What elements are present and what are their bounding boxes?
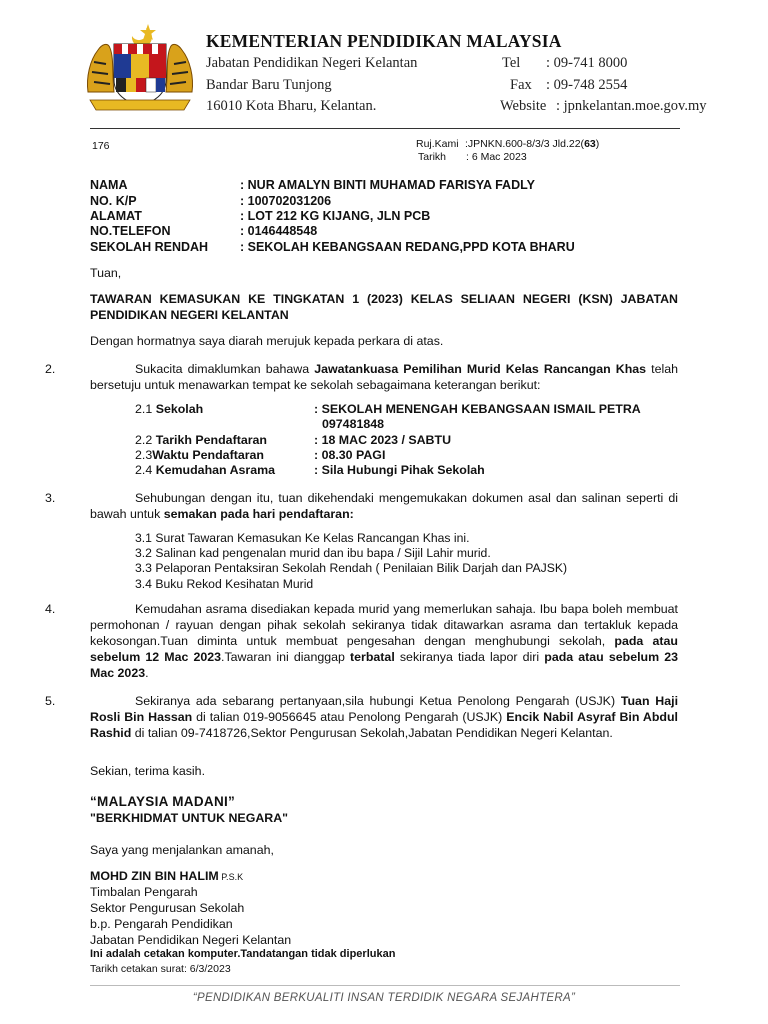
amanah-line: Saya yang menjalankan amanah, — [90, 843, 274, 857]
field-label-alamat: ALAMAT — [90, 209, 142, 223]
signer-sector: Sektor Pengurusan Sekolah — [90, 901, 245, 915]
detail-sekolah-label: 2.1 Sekolah — [135, 402, 204, 416]
reference-number: 176 — [92, 140, 110, 152]
field-label-kp: NO. K/P — [90, 194, 137, 208]
field-value-alamat: : LOT 212 KG KIJANG, JLN PCB — [240, 209, 431, 223]
detail-sekolah-value: : SEKOLAH MENENGAH KEBANGSAAN ISMAIL PETRA — [314, 402, 641, 416]
detail-tarikh-value: : 18 MAC 2023 / SABTU — [314, 433, 452, 447]
ruj-kami-label: Ruj.Kami — [416, 138, 459, 150]
detail-waktu-label: 2.3Waktu Pendaftaran — [135, 448, 264, 462]
detail-asrama-label: 2.4 Kemudahan Asrama — [135, 463, 276, 477]
signer-on-behalf: b.p. Pengarah Pendidikan — [90, 917, 233, 931]
paragraph-2: 2. Sukacita dimaklumkan bahawa Jawatankuasa Pemilihan Murid Kelas Rancangan Khas telah bersetuju untuk menawarkan tempat ke sekolah sebagaimana keterangan berikut: — [45, 362, 679, 392]
closing-remark: Sekian, terima kasih. — [90, 764, 206, 778]
paragraph-5: 5. Sekiranya ada sebarang pertanyaan,sila hubungi Ketua Penolong Pengarah (USJK) Tuan Haji Rosli Bin Hassan di talian 019-9056645 atau Penolong Pengarah (USJK) Encik Nabil Asyraf Bin Abdul Rashid di talian 09-7418726,Sektor Pengurusan Sekolah,Jabatan Pendidikan Negeri Kelantan. — [45, 694, 679, 740]
ministry-name: KEMENTERIAN PENDIDIKAN MALAYSIA — [206, 31, 562, 51]
ruj-kami-value: :JPNKN.600-8/3/3 Jld.22(63) — [465, 138, 600, 150]
signer-title: Timbalan Pengarah — [90, 885, 198, 899]
header-divider — [90, 128, 680, 129]
print-date: Tarikh cetakan surat: 6/3/2023 — [90, 963, 231, 975]
computer-print-note: Ini adalah cetakan komputer.Tandatangan tidak diperlukan — [90, 948, 396, 960]
slogan-berkhidmat: "BERKHIDMAT UNTUK NEGARA" — [90, 811, 289, 825]
fax-label: Fax — [510, 77, 532, 93]
list-item: 3.3 Pelaporan Pentaksiran Sekolah Rendah ( Penilaian Bilik Darjah dan PAJSK) — [135, 561, 568, 575]
detail-asrama-value: : Sila Hubungi Pihak Sekolah — [314, 463, 485, 477]
field-value-kp: : 100702031206 — [240, 194, 332, 208]
detail-sekolah-phone: 097481848 — [322, 417, 385, 431]
salutation: Tuan, — [90, 266, 122, 280]
fax-value: : 09-748 2554 — [546, 77, 628, 93]
paragraph-4-number: 4. — [45, 602, 56, 616]
footer-divider — [90, 985, 680, 986]
paragraph-3: 3. Sehubungan dengan itu, tuan dikehendaki mengemukakan dokumen asal dan salinan seperti di bawah untuk semakan pada hari pendaftaran: — [45, 491, 678, 521]
field-value-sekolah-rendah: : SEKOLAH KEBANGSAAN REDANG,PPD KOTA BHARU — [240, 240, 575, 254]
address-town: Bandar Baru Tunjong — [206, 77, 332, 93]
website-value: : jpnkelantan.moe.gov.my — [556, 98, 707, 114]
intro-paragraph: Dengan hormatnya saya diarah merujuk kepada perkara di atas. — [90, 334, 444, 348]
website-label: Website — [500, 98, 547, 114]
field-value-telefon: : 0146448548 — [240, 224, 318, 238]
paragraph-3-number: 3. — [45, 491, 56, 505]
paragraph-5-number: 5. — [45, 694, 56, 708]
date-label: Tarikh — [418, 151, 447, 163]
paragraph-4: 4. Kemudahan asrama disediakan kepada murid yang memerlukan sahaja. Ibu bapa boleh membuat permohonan / rayuan dengan pihak sekolah sekiranya tidak ditawarkan asrama dan tertakluk kepada kekosongan.Tuan diminta untuk membuat pengesahan dengan menghubungi sekolah, pada atau sebelum 12 Mac 2023.Tawaran ini dianggap terbatal sekiranya tiada lapor diri pada atau sebelum 23 Mac 2023. — [45, 602, 678, 680]
signer-department: Jabatan Pendidikan Negeri Kelantan — [90, 933, 292, 947]
list-item: 3.4 Buku Rekod Kesihatan Murid — [135, 577, 314, 591]
paragraph-2-number: 2. — [45, 362, 56, 376]
signer-name: MOHD ZIN BIN HALIM P.S.K — [90, 869, 244, 883]
list-item: 3.1 Surat Tawaran Kemasukan Ke Kelas Rancangan Khas ini. — [135, 531, 470, 545]
footer-motto: “PENDIDIKAN BERKUALITI INSAN TERDIDIK NEGARA SEJAHTERA” — [192, 992, 576, 1004]
address-city: 16010 Kota Bharu, Kelantan. — [206, 98, 377, 114]
field-label-nama: NAMA — [90, 178, 128, 192]
subject-line: TAWARAN KEMASUKAN KE TINGKATAN 1 (2023) KELAS SELIAAN NEGERI (KSN) JABATAN PENDIDIKAN NEGERI KELANTAN — [90, 292, 678, 322]
field-label-telefon: NO.TELEFON — [90, 224, 171, 238]
field-label-sekolah-rendah: SEKOLAH RENDAH — [90, 240, 209, 254]
field-value-nama: : NUR AMALYN BINTI MUHAMAD FARISYA FADLY — [240, 178, 535, 192]
date-value: : 6 Mac 2023 — [466, 151, 527, 163]
tel-value: : 09-741 8000 — [546, 55, 628, 71]
department-name: Jabatan Pendidikan Negeri Kelantan — [206, 55, 418, 71]
detail-tarikh-label: 2.2 Tarikh Pendaftaran — [135, 433, 268, 447]
ministry-crest-logo — [84, 22, 196, 114]
slogan-malaysia-madani: “MALAYSIA MADANI” — [90, 794, 236, 809]
tel-label: Tel — [502, 55, 521, 71]
detail-waktu-value: : 08.30 PAGI — [314, 448, 386, 462]
list-item: 3.2 Salinan kad pengenalan murid dan ibu bapa / Sijil Lahir murid. — [135, 546, 491, 560]
